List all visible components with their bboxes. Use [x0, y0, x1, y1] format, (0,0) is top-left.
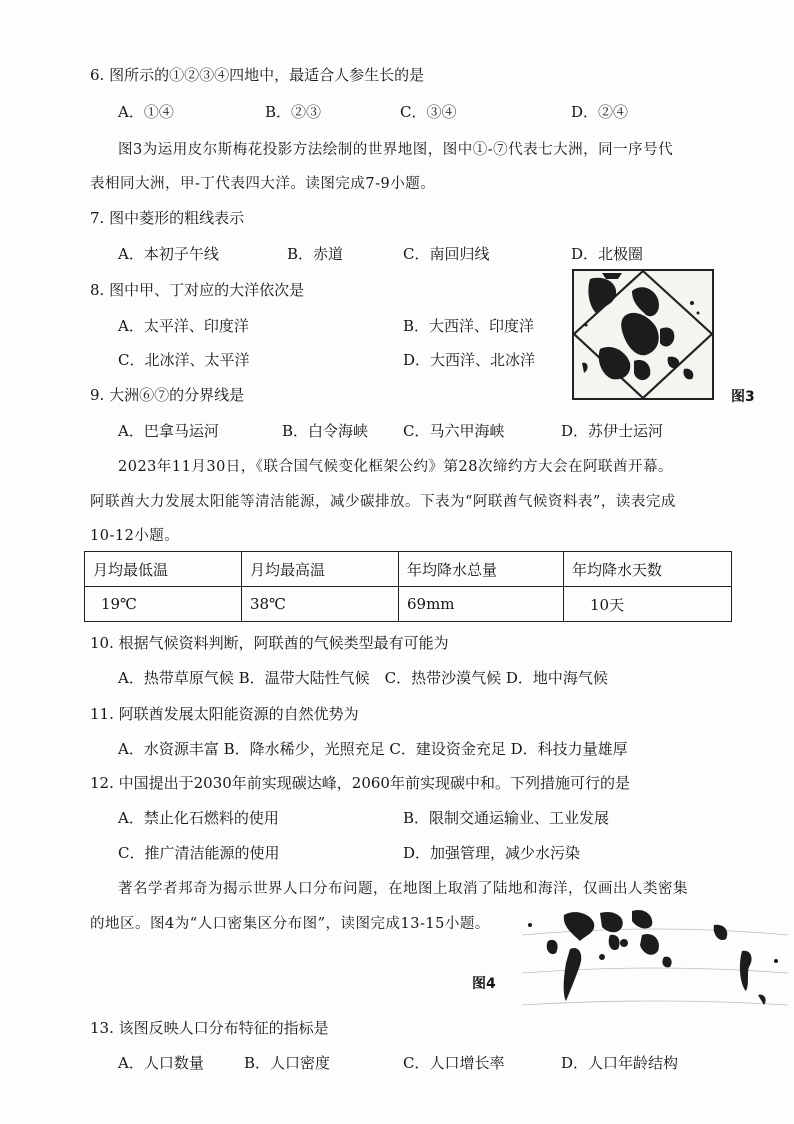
q6-option-c: C．③④	[400, 103, 457, 121]
q11-options: A．水资源丰富 B．降水稀少，光照充足 C．建设资金充足 D．科技力量雄厚	[118, 740, 628, 758]
q12-option-d: D．加强管理，减少水污染	[403, 844, 581, 862]
q8-stem: 8. 图中甲、丁对应的大洋依次是	[90, 281, 305, 299]
table-header-cell: 年均降水天数	[564, 552, 732, 587]
table-header-cell: 月均最高温	[242, 552, 399, 587]
q11-stem: 11. 阿联酋发展太阳能资源的自然优势为	[90, 705, 359, 723]
q13-option-d: D．人口年龄结构	[561, 1054, 679, 1072]
intro-7-9-line1: 图3为运用皮尔斯梅花投影方法绘制的世界地图，图中①-⑦代表七大洲，同一序号代	[118, 142, 674, 158]
table-cell: 10天	[564, 587, 732, 622]
figure-4-population-density-map	[514, 905, 794, 1045]
q8-option-a: A．太平洋、印度洋	[118, 317, 249, 335]
q13-option-a: A．人口数量	[118, 1054, 204, 1072]
table-header-row	[85, 552, 732, 587]
q12-stem: 12. 中国提出于2030年前实现碳达峰，2060年前实现碳中和。下列措施可行的是	[90, 774, 630, 792]
intro-10-12-line2: 阿联酋大力发展太阳能等清洁能源，减少碳排放。下表为“阿联酋气候资料表”，读表完成	[90, 494, 676, 510]
q7-option-d: D．北极圈	[571, 245, 644, 263]
intro-10-12-line1: 2023年11月30日，《联合国气候变化框架公约》第28次缔约方大会在阿联酋开幕。	[118, 459, 674, 475]
figure-4-label: 图4	[472, 976, 496, 992]
table-cell: 38℃	[242, 587, 399, 622]
table-header-cell: 月均最低温	[85, 552, 242, 587]
q9-stem: 9. 大洲⑥⑦的分界线是	[90, 386, 245, 404]
q9-option-b: B．白令海峡	[282, 422, 369, 440]
q7-option-c: C．南回归线	[403, 245, 490, 263]
q9-option-c: C．马六甲海峡	[403, 422, 505, 440]
q13-option-c: C．人口增长率	[403, 1054, 505, 1072]
q8-option-d: D．大西洋、北冰洋	[403, 351, 536, 369]
table-cell: 69mm	[399, 587, 564, 622]
intro-13-15-line1: 著名学者邦奇为揭示世界人口分布问题，在地图上取消了陆地和海洋，仅画出人类密集	[118, 881, 688, 897]
q13-stem: 13. 该图反映人口分布特征的指标是	[90, 1019, 329, 1037]
q8-option-c: C．北冰洋、太平洋	[118, 351, 250, 369]
q7-option-a: A．本初子午线	[118, 245, 219, 263]
q6-option-a: A．①④	[118, 103, 174, 121]
q12-option-c: C．推广清洁能源的使用	[118, 844, 280, 862]
q10-options: A．热带草原气候 B．温带大陆性气候 C．热带沙漠气候 D．地中海气候	[118, 669, 608, 687]
figure-3-label: 图3	[731, 389, 755, 405]
q6-stem: 6. 图所示的①②③④四地中，最适合人参生长的是	[90, 66, 425, 84]
q7-option-b: B．赤道	[287, 245, 344, 263]
q9-option-d: D．苏伊士运河	[561, 422, 664, 440]
q8-option-b: B．大西洋、印度洋	[403, 317, 535, 335]
q6-option-d: D．②④	[571, 103, 629, 121]
q12-option-b: B．限制交通运输业、工业发展	[403, 809, 610, 827]
table-row	[85, 587, 732, 622]
figure-3-quincuncial-map	[572, 269, 714, 400]
q9-option-a: A．巴拿马运河	[118, 422, 219, 440]
intro-10-12-line3: 10-12小题。	[90, 528, 180, 544]
intro-7-9-line2: 表相同大洲，甲-丁代表四大洋。读图完成7-9小题。	[90, 176, 436, 192]
climate-table	[84, 551, 732, 622]
q10-stem: 10. 根据气候资料判断，阿联酋的气候类型最有可能为	[90, 634, 449, 652]
q7-stem: 7. 图中菱形的粗线表示	[90, 209, 245, 227]
q12-option-a: A．禁止化石燃料的使用	[118, 809, 279, 827]
intro-13-15-line2: 的地区。图4为“人口密集区分布图”，读图完成13-15小题。	[90, 916, 490, 932]
q6-option-b: B．②③	[265, 103, 322, 121]
table-header-cell: 年均降水总量	[399, 552, 564, 587]
table-cell: 19℃	[85, 587, 242, 622]
q13-option-b: B．人口密度	[244, 1054, 331, 1072]
